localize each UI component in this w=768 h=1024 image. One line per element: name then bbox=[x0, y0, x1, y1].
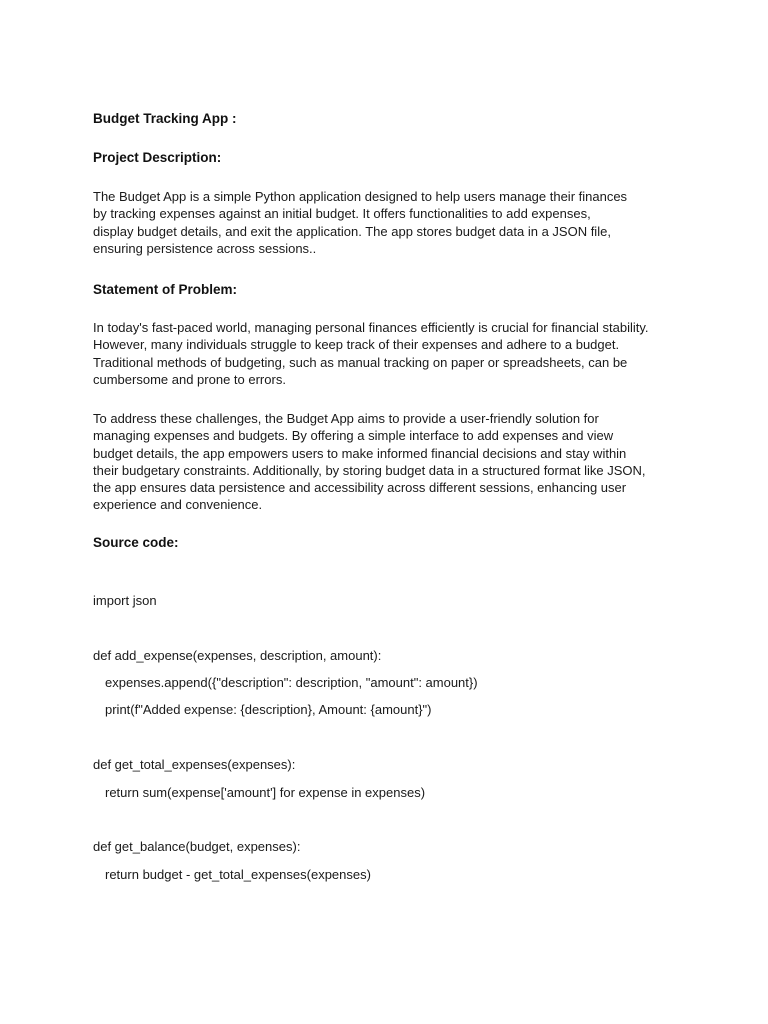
text-line: To address these challenges, the Budget App aims to provide a user-friendly solution for bbox=[93, 411, 599, 426]
project-description-paragraph bbox=[93, 188, 678, 257]
text-line: The Budget App is a simple Python application designed to help users manage their finances bbox=[93, 189, 628, 204]
text-line: Traditional methods of budgeting, such as manual tracking on paper or spreadsheets, can be bbox=[93, 354, 628, 370]
code-line-add-expense-def: def add_expense(expenses, description, amount): bbox=[93, 648, 382, 663]
code-line-get-total-def: def get_total_expenses(expenses): bbox=[93, 757, 296, 772]
text-line: their budgetary constraints. Additionally, by storing budget data in a structured format like JSON, bbox=[93, 462, 646, 478]
text-line: However, many individuals struggle to keep track of their expenses and adhere to a budget. bbox=[93, 337, 620, 353]
text-line: In today's fast-paced world, managing personal finances efficiently is crucial for financial stability. bbox=[93, 320, 649, 335]
code-line-import: import json bbox=[93, 593, 157, 608]
code-line-get-balance-def: def get_balance(budget, expenses): bbox=[93, 839, 301, 854]
text-line: by tracking expenses against an initial budget. It offers functionalities to add expenses, bbox=[93, 206, 591, 222]
problem-paragraph-2 bbox=[93, 410, 678, 514]
statement-of-problem-heading: Statement of Problem: bbox=[93, 282, 238, 297]
code-line-add-expense-append: expenses.append({"description": description, "amount": amount}) bbox=[105, 675, 478, 690]
code-line-get-total-return: return sum(expense['amount'] for expense in expenses) bbox=[105, 785, 426, 800]
text-line: ensuring persistence across sessions.. bbox=[93, 240, 317, 256]
code-line-add-expense-print: print(f"Added expense: {description}, Amount: {amount}") bbox=[105, 702, 432, 717]
text-line: experience and convenience. bbox=[93, 497, 263, 513]
document-title: Budget Tracking App : bbox=[93, 111, 237, 126]
text-line: budget details, the app empowers users to make informed financial decisions and stay within bbox=[93, 445, 627, 461]
source-code-heading: Source code: bbox=[93, 535, 179, 550]
text-line: the app ensures data persistence and accessibility across different sessions, enhancing user bbox=[93, 480, 627, 496]
document-page bbox=[93, 0, 683, 1024]
project-description-heading: Project Description: bbox=[93, 150, 222, 165]
text-line: cumbersome and prone to errors. bbox=[93, 371, 286, 387]
text-line: managing expenses and budgets. By offering a simple interface to add expenses and view bbox=[93, 428, 614, 444]
text-line: display budget details, and exit the application. The app stores budget data in a JSON file, bbox=[93, 223, 611, 239]
code-line-get-balance-return: return budget - get_total_expenses(expenses) bbox=[105, 867, 371, 882]
problem-paragraph-1 bbox=[93, 319, 678, 388]
